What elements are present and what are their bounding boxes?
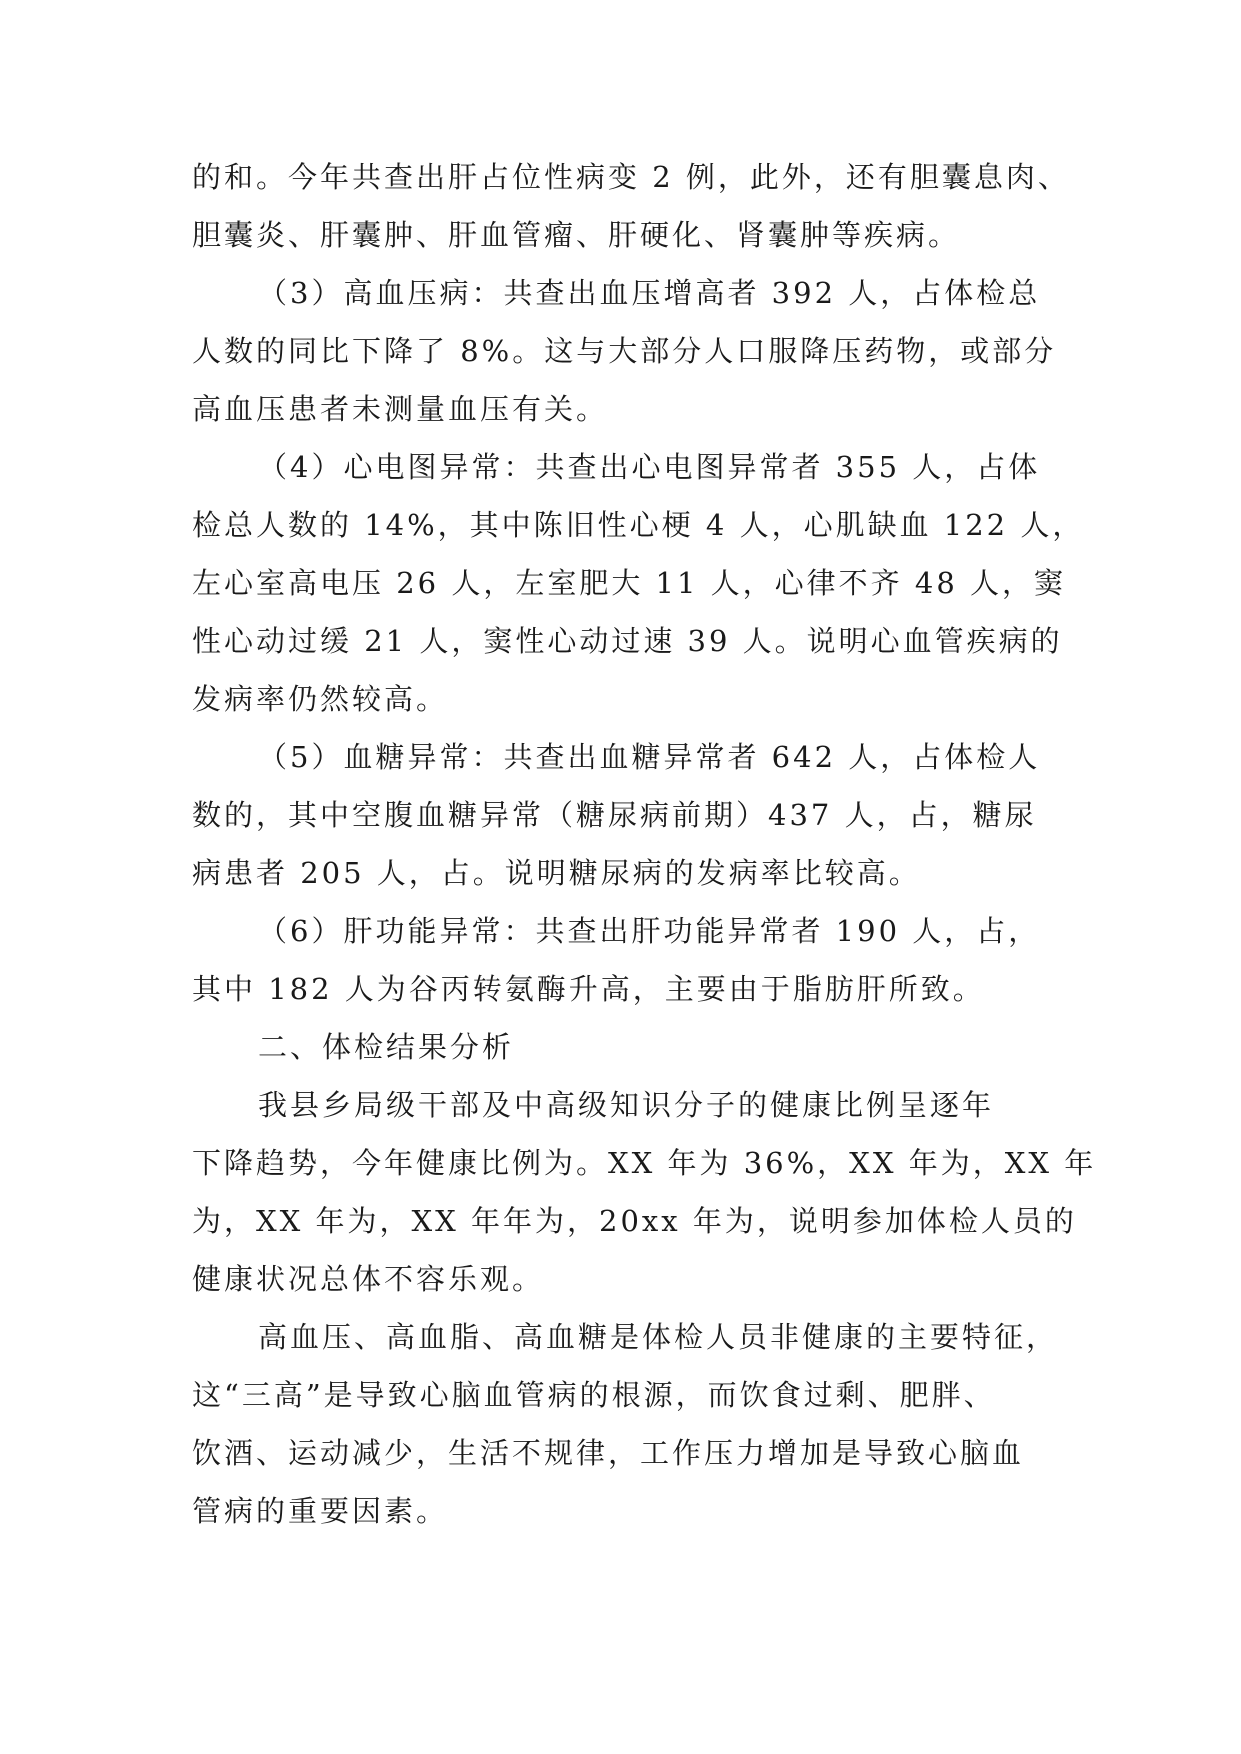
- text-line: 管病的重要因素。: [192, 1494, 449, 1528]
- text-line: 饮酒、运动减少，生活不规律，工作压力增加是导致心脑血: [192, 1436, 1025, 1470]
- text-line: （4）心电图异常：共查出心电图异常者 355 人，占体: [258, 450, 1041, 484]
- text-line: 其中 182 人为谷丙转氨酶升高，主要由于脂肪肝所致。: [192, 972, 985, 1006]
- text-line: 人数的同比下降了 8%。这与大部分人口服降压药物，或部分: [192, 334, 1057, 368]
- text-line: 的和。今年共查出肝占位性病变 2 例，此外，还有胆囊息肉、: [192, 160, 1070, 194]
- text-line: 我县乡局级干部及中高级知识分子的健康比例呈逐年: [258, 1088, 995, 1122]
- text-line: 发病率仍然较高。: [192, 682, 449, 716]
- text-line: 数的，其中空腹血糖异常（糖尿病前期）437 人，占，糖尿: [192, 798, 1037, 832]
- text-line: 检总人数的 14%，其中陈旧性心梗 4 人，心肌缺血 122 人，: [192, 508, 1085, 542]
- text-line: 高血压患者未测量血压有关。: [192, 392, 609, 426]
- text-line: 高血压、高血脂、高血糖是体检人员非健康的主要特征，: [258, 1320, 1059, 1354]
- text-line: 这“三高”是导致心脑血管病的根源，而饮食过剩、肥胖、: [192, 1378, 996, 1412]
- text-line: 左心室高电压 26 人，左室肥大 11 人，心律不齐 48 人，窦: [192, 566, 1067, 600]
- text-line: 健康状况总体不容乐观。: [192, 1262, 545, 1296]
- text-line: 胆囊炎、肝囊肿、肝血管瘤、肝硬化、肾囊肿等疾病。: [192, 218, 961, 252]
- text-line: 性心动过缓 21 人，窦性心动过速 39 人。说明心血管疾病的: [192, 624, 1063, 658]
- text-line: 下降趋势，今年健康比例为。XX 年为 36%，XX 年为，XX 年: [192, 1146, 1097, 1180]
- text-line: 二、体检结果分析: [258, 1030, 515, 1064]
- document-body: [192, 148, 1097, 1540]
- text-line: （5）血糖异常：共查出血糖异常者 642 人，占体检人: [258, 740, 1041, 774]
- text-line: 病患者 205 人，占。说明糖尿病的发病率比较高。: [192, 856, 921, 890]
- text-line: （6）肝功能异常：共查出肝功能异常者 190 人，占，: [258, 914, 1041, 948]
- text-line: 为，XX 年为，XX 年年为，20xx 年为，说明参加体检人员的: [192, 1204, 1077, 1238]
- text-line: （3）高血压病：共查出血压增高者 392 人，占体检总: [258, 276, 1041, 310]
